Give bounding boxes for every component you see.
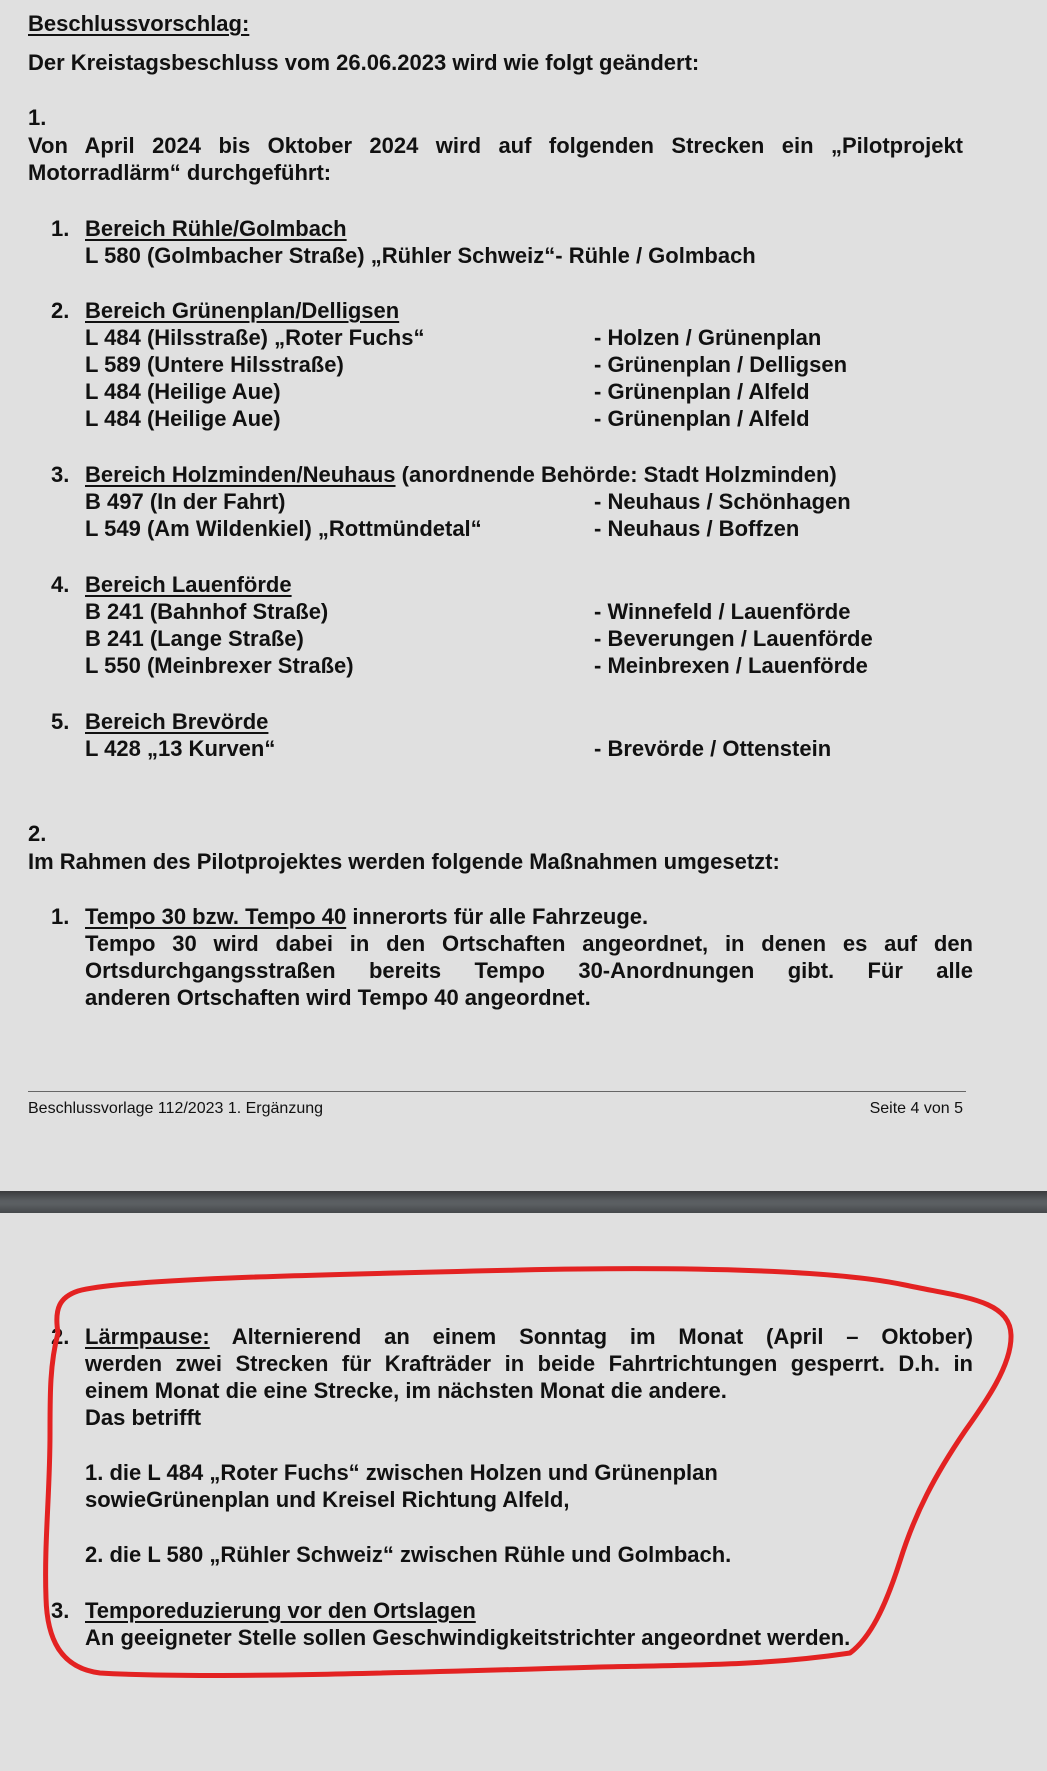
area-5-number: 5.	[51, 709, 70, 734]
measure-3-body-line1: An geeigneter Stelle sollen Geschwindigkeitstrichter angeordnet werden.	[85, 1625, 851, 1650]
area-4-road-2: B 241 (Lange Straße)	[85, 626, 304, 651]
area-3-road-1: B 497 (In der Fahrt)	[85, 489, 286, 514]
area-1-title-row	[85, 215, 347, 242]
measure-2-title: Lärmpause:	[85, 1324, 210, 1349]
intro-text: Der Kreistagsbeschluss vom 26.06.2023 wird wie folgt geändert:	[28, 50, 700, 75]
heading-beschlussvorschlag: Beschlussvorschlag:	[28, 11, 250, 36]
area-3-title-suffix: (anordnende Behörde: Stadt Holzminden)	[395, 462, 837, 487]
area-1-title: Bereich Rühle/Golmbach	[85, 216, 347, 241]
area-1-road-1: L 580 (Golmbacher Straße) „Rühler Schweiz“- Rühle / Golmbach	[85, 243, 756, 268]
measure-1-body-line3: anderen Ortschaften wird Tempo 40 angeordnet.	[85, 985, 591, 1010]
area-4-title: Bereich Lauenförde	[85, 572, 292, 597]
measure-1-title-row	[85, 903, 648, 930]
affected-road-1-line1: 1. die L 484 „Roter Fuchs“ zwischen Holzen und Grünenplan	[85, 1460, 718, 1485]
area-5-road-1: L 428 „13 Kurven“	[85, 736, 276, 761]
area-1-number: 1.	[51, 216, 70, 241]
area-2-road-3: L 484 (Heilige Aue)	[85, 379, 281, 404]
area-2-title: Bereich Grünenplan/Delligsen	[85, 298, 400, 323]
footer-divider	[28, 1091, 966, 1092]
footer-page-number: Seite 4 von 5	[869, 1100, 963, 1117]
area-2-number: 2.	[51, 298, 70, 323]
area-3-route-2: - Neuhaus / Boffzen	[594, 516, 800, 541]
area-2-road-2: L 589 (Untere Hilsstraße)	[85, 352, 344, 377]
area-3-title-row	[85, 461, 837, 488]
page-separator	[0, 1191, 1047, 1213]
measure-1-title: Tempo 30 bzw. Tempo 40	[85, 904, 347, 929]
footer-document-ref: Beschlussvorlage 112/2023 1. Ergänzung	[28, 1100, 324, 1117]
measure-2-body-line2: einem Monat die eine Strecke, im nächsten Monat die andere.	[85, 1378, 727, 1403]
section-2-text: Im Rahmen des Pilotprojektes werden folgende Maßnahmen umgesetzt:	[28, 849, 780, 874]
area-5-title: Bereich Brevörde	[85, 709, 269, 734]
measure-1-body-line2: Ortsdurchgangsstraßen bereits Tempo 30-Anordnungen gibt. Für alle	[85, 958, 973, 983]
section-1-number: 1.	[28, 105, 47, 130]
area-4-route-3: - Meinbrexen / Lauenförde	[594, 653, 868, 678]
area-4-number: 4.	[51, 572, 70, 597]
section-1-text-line2: Motorradlärm“ durchgeführt:	[28, 160, 332, 185]
section-1-text-line1: Von April 2024 bis Oktober 2024 wird auf folgenden Strecken ein „Pilotprojekt	[28, 133, 963, 158]
area-5-title-row	[85, 708, 268, 735]
area-2-road-4: L 484 (Heilige Aue)	[85, 406, 281, 431]
area-2-title-row	[85, 297, 399, 324]
area-3-road-2: L 549 (Am Wildenkiel) „Rottmündetal“	[85, 516, 482, 541]
area-4-route-1: - Winnefeld / Lauenförde	[594, 599, 851, 624]
measure-1-title-suffix: innerorts für alle Fahrzeuge.	[346, 904, 649, 929]
area-4-road-1: B 241 (Bahnhof Straße)	[85, 599, 329, 624]
area-5-route-1: - Brevörde / Ottenstein	[594, 736, 832, 761]
measure-1-number: 1.	[51, 904, 70, 929]
area-4-road-3: L 550 (Meinbrexer Straße)	[85, 653, 354, 678]
affected-road-2-line1: 2. die L 580 „Rühler Schweiz“ zwischen Rühle und Golmbach.	[85, 1542, 732, 1567]
measure-2-body-line3: Das betrifft	[85, 1405, 202, 1430]
measure-3-number: 3.	[51, 1598, 70, 1623]
measure-2-number: 2.	[51, 1324, 70, 1349]
area-2-route-3: - Grünenplan / Alfeld	[594, 379, 810, 404]
area-2-road-1: L 484 (Hilsstraße) „Roter Fuchs“	[85, 325, 425, 350]
measure-3-title-row	[85, 1597, 476, 1624]
measure-1-body-line1: Tempo 30 wird dabei in den Ortschaften angeordnet, in denen es auf den	[85, 931, 973, 956]
measure-2-line1: Alternierend an einem Sonntag im Monat (April – Oktober)	[209, 1324, 973, 1349]
area-3-route-1: - Neuhaus / Schönhagen	[594, 489, 851, 514]
area-4-route-2: - Beverungen / Lauenförde	[594, 626, 873, 651]
measure-2-title-row	[85, 1323, 973, 1350]
affected-road-1-line2: sowieGrünenplan und Kreisel Richtung Alfeld,	[85, 1487, 570, 1512]
area-2-route-2: - Grünenplan / Delligsen	[594, 352, 848, 377]
document-page-5	[0, 1213, 1047, 1771]
area-2-route-1: - Holzen / Grünenplan	[594, 325, 822, 350]
section-2-number: 2.	[28, 821, 47, 846]
area-3-number: 3.	[51, 462, 70, 487]
area-2-route-4: - Grünenplan / Alfeld	[594, 406, 810, 431]
area-4-title-row	[85, 571, 292, 598]
area-3-title: Bereich Holzminden/Neuhaus	[85, 462, 396, 487]
measure-3-title: Temporeduzierung vor den Ortslagen	[85, 1598, 476, 1623]
measure-2-body-line1: werden zwei Strecken für Krafträder in beide Fahrtrichtungen gesperrt. D.h. in	[85, 1351, 973, 1376]
